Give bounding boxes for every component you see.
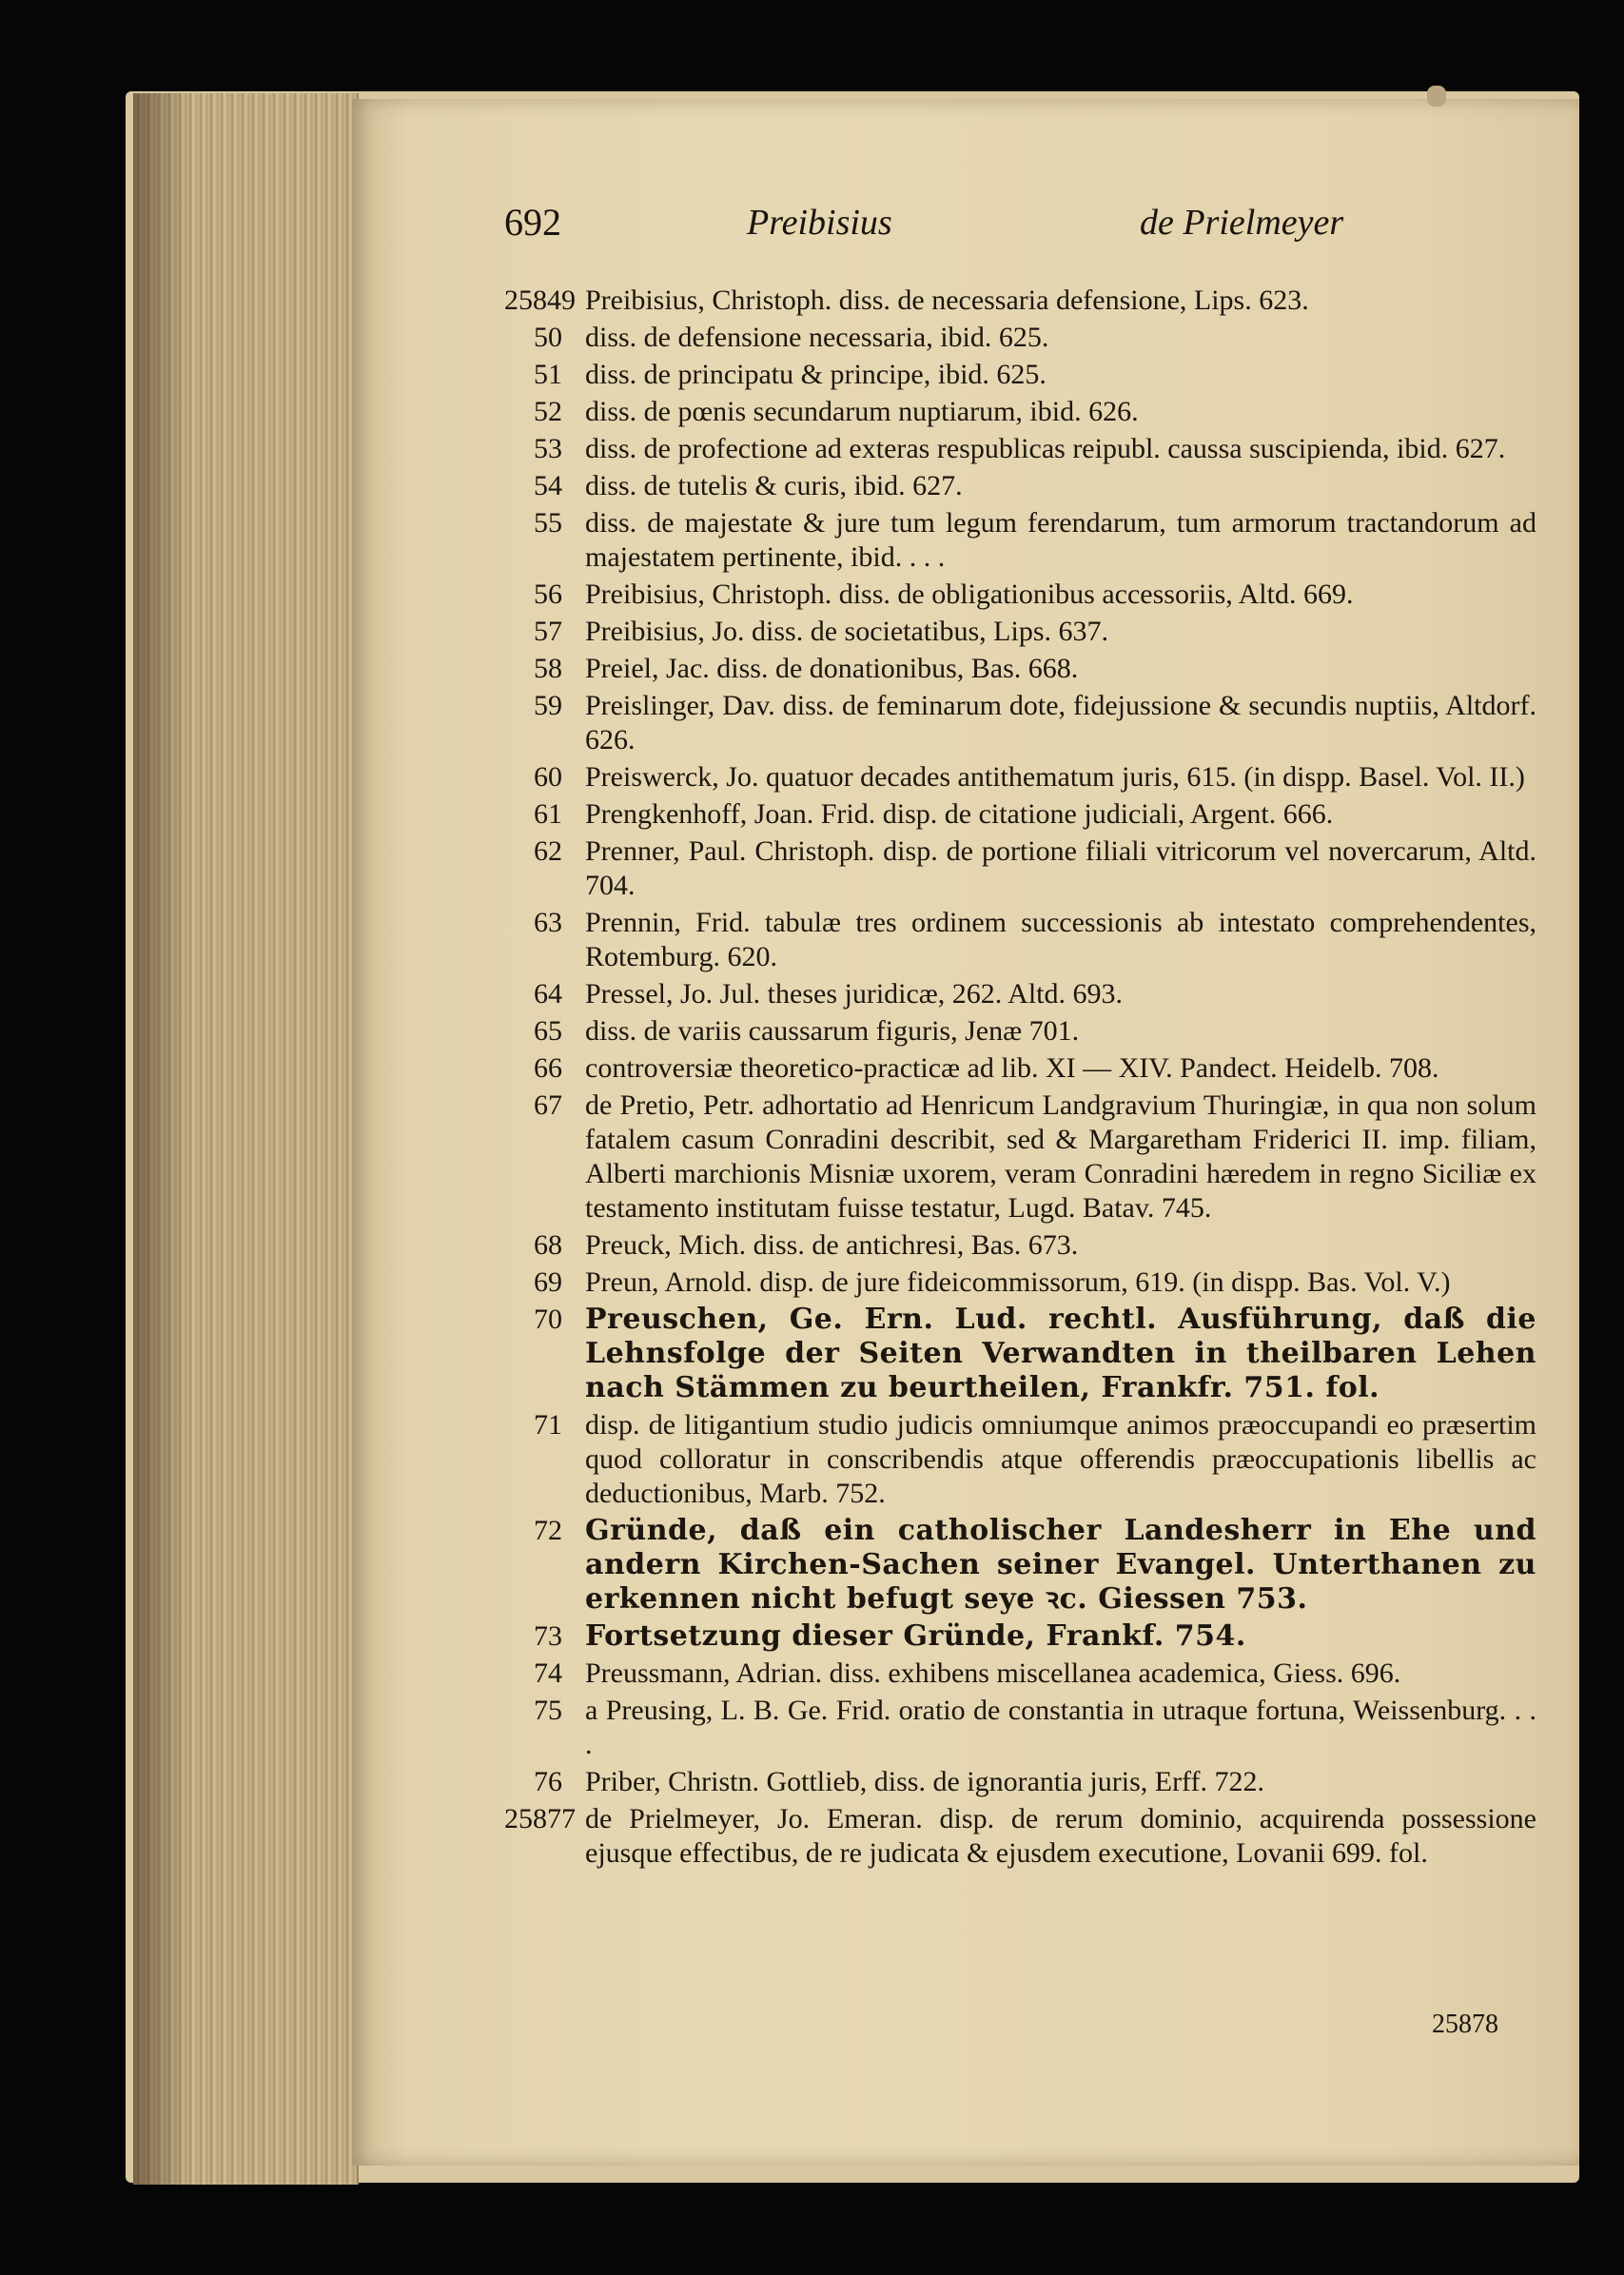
list-item <box>490 1303 1536 1405</box>
entry-text: Preiel, Jac. diss. de donationibus, Bas. 668. <box>585 653 1079 684</box>
entry-number: 50 <box>534 322 562 353</box>
header-left-catchword: Preibisius <box>747 203 892 243</box>
list-item <box>490 689 1536 757</box>
entry-text: Gründe, daß ein catholischer Landesherr in Ehe und andern Kirchen-Sachen seiner Evangel. Unterthanen zu erkennen nicht befugt seye ꝛc. Giessen 753. <box>585 1514 1536 1616</box>
list-item <box>490 1657 1536 1691</box>
entry-text: Preibisius, Christoph. diss. de obligationibus accessoriis, Altd. 669. <box>585 579 1354 610</box>
list-item <box>490 506 1536 575</box>
list-item <box>490 1802 1536 1871</box>
entry-text: Preibisius, Christoph. diss. de necessaria defensione, Lips. 623. <box>585 284 1309 316</box>
entry-text: a Preusing, L. B. Ge. Frid. oratio de constantia in utraque fortuna, Weissenburg. . . . <box>585 1695 1536 1760</box>
entry-number: 64 <box>534 978 562 1010</box>
list-item <box>490 395 1536 429</box>
entry-text: Priber, Christn. Gottlieb, diss. de ignorantia juris, Erff. 722. <box>585 1766 1264 1797</box>
entry-text: disp. de litigantium studio judicis omniumque animos præoccupandi eo præsertim quod colloratur in conscribendis atque offerendis præoccupationis libellis ac deductionibus, Marb. 752. <box>585 1409 1536 1509</box>
entry-number: 65 <box>534 1015 562 1047</box>
entry-number: 76 <box>534 1766 562 1797</box>
entry-number: 62 <box>534 835 562 867</box>
list-item <box>490 977 1536 1011</box>
list-item <box>490 321 1536 355</box>
entry-text: Prenner, Paul. Christoph. disp. de portione filiali vitricorum vel novercarum, Altd. 704. <box>585 835 1536 901</box>
entry-number: 61 <box>534 798 562 830</box>
running-header <box>504 200 1360 257</box>
entry-number: 54 <box>534 470 562 501</box>
entry-text: Preussmann, Adrian. diss. exhibens miscellanea academica, Giess. 696. <box>585 1657 1401 1689</box>
list-item <box>490 432 1536 466</box>
entry-text: diss. de majestate & jure tum legum ferendarum, tum armorum tractandorum ad majestatem pertinente, ibid. . . . <box>585 507 1536 573</box>
entry-number: 57 <box>534 616 562 647</box>
entry-number: 69 <box>534 1266 562 1298</box>
entry-number: 73 <box>534 1620 562 1652</box>
entry-number: 68 <box>534 1229 562 1261</box>
entry-number: 63 <box>534 907 562 938</box>
entry-text: Preiswerck, Jo. quatuor decades antithematum juris, 615. (in dispp. Basel. Vol. II.) <box>585 761 1525 793</box>
entry-text: diss. de tutelis & curis, ibid. 627. <box>585 470 963 501</box>
list-item <box>490 906 1536 974</box>
list-item <box>490 1051 1536 1086</box>
header-right-catchword: de Prielmeyer <box>1140 203 1344 243</box>
entry-number: 70 <box>534 1304 562 1335</box>
list-item <box>490 1694 1536 1762</box>
entry-number: 53 <box>534 433 562 464</box>
entry-number: 60 <box>534 761 562 793</box>
list-item <box>490 1765 1536 1799</box>
entry-text: Fortsetzung dieser Gründe, Frankf. 754. <box>585 1619 1246 1653</box>
entry-text: diss. de profectione ad exteras respublicas reipubl. caussa suscipienda, ibid. 627. <box>585 433 1506 464</box>
entry-number: 58 <box>534 653 562 684</box>
catchword-next-entry: 25878 <box>1432 2010 1498 2039</box>
list-item <box>490 1408 1536 1511</box>
entry-text: Prennin, Frid. tabulæ tres ordinem successionis ab intestato comprehendentes, Rotemburg. 620. <box>585 907 1536 972</box>
entry-text: Preuck, Mich. diss. de antichresi, Bas. 673. <box>585 1229 1079 1261</box>
entry-number: 25877 <box>504 1803 576 1834</box>
list-item <box>490 760 1536 794</box>
entry-text: Pressel, Jo. Jul. theses juridicæ, 262. Altd. 693. <box>585 978 1123 1010</box>
entry-number: 52 <box>534 396 562 427</box>
entry-number: 72 <box>534 1515 562 1546</box>
list-item <box>490 358 1536 392</box>
list-item <box>490 1228 1536 1263</box>
entry-number: 55 <box>534 507 562 539</box>
entry-text: de Prielmeyer, Jo. Emeran. disp. de rerum dominio, acquirenda possessione ejusque effectibus, de re judicata & ejusdem executione, Lovanii 699. fol. <box>585 1803 1536 1869</box>
entry-text: Prengkenhoff, Joan. Frid. disp. de citatione judiciali, Argent. 666. <box>585 798 1334 830</box>
entry-number: 25849 <box>504 284 576 316</box>
page-edges-shadow <box>133 93 190 2185</box>
page-number: 692 <box>504 201 561 244</box>
entry-text: diss. de principatu & principe, ibid. 625. <box>585 359 1047 390</box>
entry-number: 59 <box>534 690 562 721</box>
entry-text: controversiæ theoretico-practicæ ad lib. XI — XIV. Pandect. Heidelb. 708. <box>585 1052 1439 1084</box>
entry-text: Preibisius, Jo. diss. de societatibus, Lips. 637. <box>585 616 1108 647</box>
entry-text: de Pretio, Petr. adhortatio ad Henricum Landgravium Thuringiæ, in qua non solum fatalem casum Conradini describit, sed & Margaretham Friderici II. imp. filiam, Alberti marchionis Misniæ uxorem, veram Conradini hæredem in regno Siciliæ ex testamento institutam fuisse testatur, Lugd. Batav. 745. <box>585 1089 1536 1224</box>
entry-text: Preun, Arnold. disp. de jure fideicommissorum, 619. (in dispp. Bas. Vol. V.) <box>585 1266 1451 1298</box>
list-item <box>490 1619 1536 1654</box>
list-item <box>490 469 1536 503</box>
entry-text: diss. de defensione necessaria, ibid. 625. <box>585 322 1049 353</box>
page-corner-fold <box>1427 86 1446 107</box>
list-item <box>490 615 1536 649</box>
entry-number: 71 <box>534 1409 562 1441</box>
list-item <box>490 1088 1536 1226</box>
entry-text: Preuschen, Ge. Ern. Lud. rechtl. Ausführung, daß die Lehnsfolge der Seiten Verwandten in theilbaren Lehen nach Stämmen zu beurtheilen, Frankfr. 751. fol. <box>585 1303 1536 1404</box>
entry-number: 51 <box>534 359 562 390</box>
list-item <box>490 284 1536 318</box>
list-item <box>490 578 1536 612</box>
entry-number: 74 <box>534 1657 562 1689</box>
list-item <box>490 1514 1536 1617</box>
entry-text: diss. de variis caussarum figuris, Jenæ 701. <box>585 1015 1080 1047</box>
entry-number: 75 <box>534 1695 562 1726</box>
list-item <box>490 797 1536 832</box>
list-item <box>490 652 1536 686</box>
entry-number: 56 <box>534 579 562 610</box>
list-item <box>490 1265 1536 1300</box>
entry-text: Preislinger, Dav. diss. de feminarum dote, fidejussione & secundis nuptiis, Altdorf. 626. <box>585 690 1536 755</box>
entry-number: 66 <box>534 1052 562 1084</box>
list-item <box>490 834 1536 903</box>
bibliography-list <box>490 284 1536 1873</box>
entry-text: diss. de pœnis secundarum nuptiarum, ibid. 626. <box>585 396 1139 427</box>
list-item <box>490 1014 1536 1049</box>
entry-number: 67 <box>534 1089 562 1121</box>
